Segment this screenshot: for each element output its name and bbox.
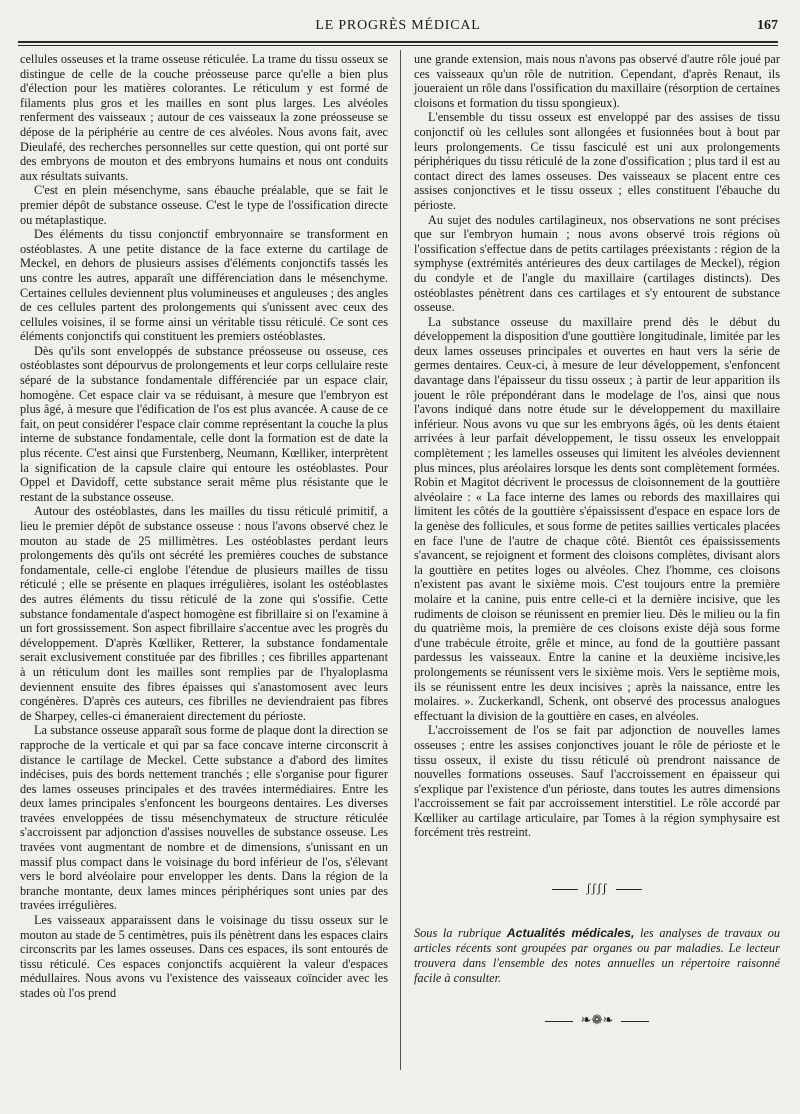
left-column bbox=[20, 52, 388, 1001]
paragraph: Autour des ostéoblastes, dans les mailles du tissu réticulé primitif, a lieu le premier dépôt de substance osseuse : nous l'avons observé chez le mouton au stade de 25 millimètres. Les ostéoblastes perdant leurs prolongements dès qu'ils ont sécrété les premières couches de substance fondamentale, celle-ci englobe l'étendue de plusieurs mailles de tissu réticulé ; elle se présente en plaques irrégulières, isolant les ostéoblastes des autres éléments du tissu réticulé de la zone qui s'ossifie. Cette substance fondamentale d'aspect homogène est fibrillaire si on l'examine à un fort grossissement. Son aspect fibrillaire s'accentue avec les progrès du développement. D'après Kœlliker, Retterer, la substance fondamentale serait exclusivement constituée par des fibrilles ; ces fibrilles appartenant à un réticulum dont les mailles sont remplies par de l'hyaloplasma deviennent ensuite des fibres épaisses qui s'anastomosent avec leurs congénères. D'après ces auteurs, ces fibrilles ne deviendraient pas fibres de Sharpey, celles-ci émaneraient directement du périoste. bbox=[20, 504, 388, 723]
fleuron-icon: ❧❁❧ bbox=[580, 1012, 614, 1027]
paragraph: La substance osseuse du maxillaire prend dès le début du développement la disposition d'une gouttière longitudinale, limitée par les deux lames osseuses principales et ouvertes en haut vers la série de germes dentaires. Ceux-ci, à mesure de leur développement, s'enfoncent davantage dans l'épaisseur du tissu osseux ; à partir de leur apparition ils jouent le rôle prépondérant dans le modelage de l'os, ainsi que nous l'avons indiqué dans notre étude sur le développement du maxillaire inférieur. Nous avons vu que sur les embryons âgés, où les dents étaient arrivées à leur parfait développement, le tissu osseux les enveloppait complètement ; les lamelles osseuses qui limitent les alvéoles deviennent plus minces, plus aréolaires lorsque les dents sont complètement formées. Robin et Magitot décrivent le processus de cloisonnement de la gouttière alvéolaire : « La face interne des lames ou rebords des maxillaires qui limitent les côtés de la gouttière s'épaississent d'espace en espace lors de la genèse des follicules, et sous forme de petites saillies verticales placées en face l'une de l'autre de chaque côté. Bientôt ces épaississements s'avancent, se rejoignent et forment des cloisons complètes, divisant alors la gouttière en petites loges ou alvéoles. Chez l'homme, ces cloisons n'existent pas avant le sixième mois. C'est toujours entre la première molaire et la canine, puis entre celle-ci et la dernière incisive, que les rudiments de cloison se réunissent en premier lieu. Dès le milieu ou la fin du quatrième mois, la première de ces cloisons existe déjà sous forme d'une trabécule étroite, grêle et mince, au fond de la gouttière passant pardessus les vaisseaux. Entre la canine et la deuxième incisive,les prolongements se réunissent vers le sixième mois. Vers le septième mois, ils se réunissent entre les deux incisives ; après la naissance, entre les molaires. ». Zuckerkandl, Schenk, ont observé des processus analogues effectuant la division de la gouttière en cases, en alvéoles. bbox=[414, 314, 780, 723]
flourish-icon: ʃʃʃʃ bbox=[586, 880, 608, 895]
paragraph: La substance osseuse apparaît sous forme de plaque dont la direction se rapproche de la verticale et qui par sa face concave interne circonscrit à distance le cartilage de Meckel. Cette substance a d'abord des limites indécises, puis des bords nettement tranchés ; elle s'organise pour figurer des lames osseuses principales et des travées intermédiaires. Entre les deux lames principales s'enfoncent les bourgeons dentaires. Les diverses travées enveloppées de tissu mésenchymateux de structure réticulée s'accroissent par adjonction d'assises nouvelles de substance osseuse. Les travées vont augmentant de nombre et de dimensions, s'unissant en un massif plus compact dans le voisinage du bord inférieur de l'os, s'élevant vers le bord alvéolaire pour envelopper les dents. Dans la région de la branche montante, deux lames minces périphériques sont unies par des travées irrégulières. bbox=[20, 723, 388, 913]
paragraph: Au sujet des nodules cartilagineux, nos observations ne sont précises que sur l'embryon humain ; nous avons observé trois régions où l'ossification s'effectue dans de petits cartilages préexistants : région de la symphyse (extrémités antérieures des deux cartilages de Meckel), région du condyle et de l'angle du maxillaire (cartilages distincts). Des ostéoblastes pénètrent dans ces cartilages et s'y entourent de substance osseuse. bbox=[414, 212, 780, 315]
rubric-name: Actualités médicales, bbox=[506, 926, 635, 940]
paragraph: Des éléments du tissu conjonctif embryonnaire se transforment en ostéoblastes. A une petite distance de la face externe du cartilage de Meckel, en dehors de plusieurs assises d'éléments conjonctifs tassés les uns contre les autres, apparaît une différenciation dans le mésenchyme. Certaines cellules deviennent plus volumineuses et anguleuses ; des angles de ces cellules partent des prolongements qui s'unissent avec ceux des cellules voisines, il se forme ainsi un véritable tissu réticulé. Ce sont ces éléments conjonctifs qui constituent les premiers ostéoblastes. bbox=[20, 227, 388, 344]
notice-body: les analyses de travaux ou articles récents sont groupées par organes ou par maladies. Le lecteur trouvera dans l'ensemble des notes annuelles un répertoire raisonné facile à consulter. bbox=[414, 926, 781, 985]
paragraph: Dès qu'ils sont enveloppés de substance préosseuse ou osseuse, ces ostéoblastes sont dépourvus de prolongements et leur corps cellulaire reste séparé de la substance fondamentale différenciée par un espace clair, homogène. Cet espace clair va se réduisant, à mesure que l'embryon est plus âgé, à mesure que l'édification de l'os est plus avancée. A cause de ce fait, on peut considérer l'espace clair comme représentant la couche la plus interne de substance fondamentale, celle dont la formation est de date la plus récente. C'est ainsi que Furstenberg, Neumann, Kœlliker, interprètent la signification de la capsule claire qui entoure les ostéoblastes. Pour Oppel et Davidoff, cette substance serait même plus résistante que le restant de la substance osseuse. bbox=[20, 343, 388, 504]
section-separator bbox=[414, 880, 780, 896]
paragraph: une grande extension, mais nous n'avons pas observé d'autre rôle joué par ces vaisseaux qu'un rôle de nutrition. Cependant, d'après Renaut, ils joueraient un rôle dans l'ossification du maxillaire (résorption de certaines cloisons et formation du tissu spongieux). bbox=[414, 52, 780, 110]
paragraph: L'ensemble du tissu osseux est enveloppé par des assises de tissu conjonctif où les cellules sont allongées et fusionnées bout à bout par leurs prolongements. Ce tissu fasciculé est uni aux prolongements périphériques du tissu réticulé de la zone d'ossification ; plus tard il est au contact direct des lames osseuses. Des vaisseaux se placent entre ces assises conjonctives et le tissu osseux ; elles constituent l'ébauche du périoste. bbox=[414, 110, 780, 212]
journal-title: LE PROGRÈS MÉDICAL bbox=[315, 18, 481, 33]
paragraph: cellules osseuses et la trame osseuse réticulée. La trame du tissu osseux se distingue de celle de la couche préosseuse parce qu'elle a bien plus d'élection pour les matières colorantes. Le réticulum y est formé de filaments plus gros et les mailles en sont plus larges. Les alvéoles renferment des vaisseaux ; autour de ces vaisseaux la zone préosseuse se dépose de la périphérie au centre de ces alvéoles. Nous avons fait, avec Dieulafé, des recherches personnelles sur cette question, qui ont porté sur des embryons de mouton et des embryons humains et nous ont conduits aux résultats suivants. bbox=[20, 52, 388, 183]
rubric-notice bbox=[414, 926, 780, 986]
paragraph: L'accroissement de l'os se fait par adjonction de nouvelles lames osseuses ; entre les assises conjonctives jouant le rôle de périoste et le tissu osseux, il existe du tissu réticulé où prendront naissance de nouvelles formations osseuses. Sauf l'accroissement en épaisseur qui s'explique par l'existence d'un périoste, dans toutes les autres dimensions l'accroissement se fait par accroissement interstitiel. Le rôle accordé par Kœlliker au cartilage articulaire, par Tomes à la région symphysaire est forcément très restreint. bbox=[414, 723, 780, 840]
end-ornament bbox=[414, 1012, 780, 1028]
right-column bbox=[414, 52, 780, 840]
page-number: 167 bbox=[757, 18, 778, 33]
running-header bbox=[18, 16, 778, 40]
paragraph: Les vaisseaux apparaissent dans le voisinage du tissu osseux sur le mouton au stade de 5 centimètres, puis ils pénètrent dans les espaces clairs circonscrits par les lames osseuses. Dans ces espaces, ils sont entourés de tissu réticulé. Ces espaces conjonctifs acquièrent la valeur d'espaces médullaires. Nous avons vu l'existence des vaisseaux coïncider avec les stades où l'os prend bbox=[20, 913, 388, 1000]
paragraph: C'est en plein mésenchyme, sans ébauche préalable, que se fait le premier dépôt de substance osseuse. C'est le type de l'ossification directe ou métaplastique. bbox=[20, 183, 388, 227]
notice-intro: Sous la rubrique bbox=[414, 926, 502, 940]
header-rule-thin bbox=[18, 45, 778, 46]
column-divider bbox=[400, 50, 401, 1070]
header-rule-thick bbox=[18, 41, 778, 43]
